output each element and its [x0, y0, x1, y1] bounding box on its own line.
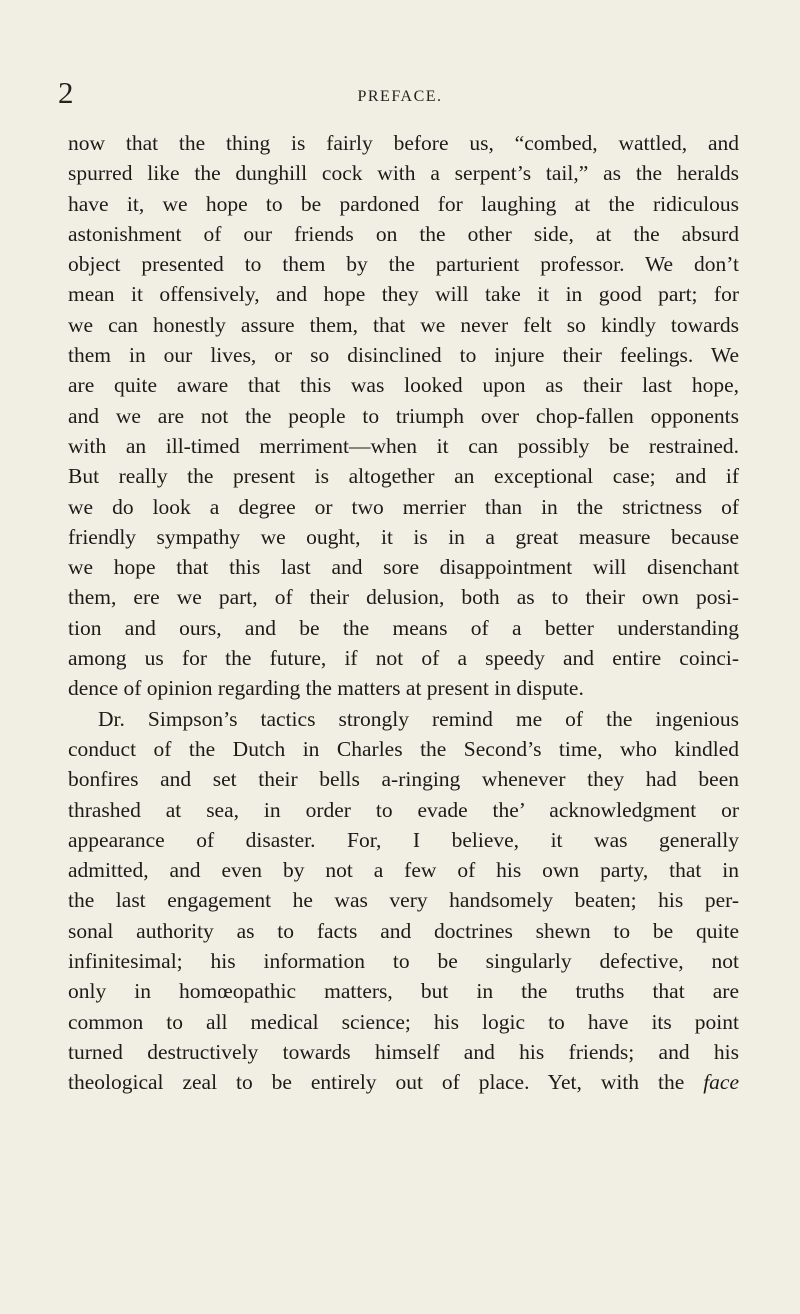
- text-line: the last engagement he was very handsomely beaten; his per-: [68, 888, 739, 913]
- text-line: dence of opinion regarding the matters at present in dispute.: [68, 676, 584, 701]
- text-line: conduct of the Dutch in Charles the Second’s time, who kindled: [68, 736, 739, 761]
- running-head: [0, 75, 800, 110]
- text-line: only in homœopathic matters, but in the truths that are: [68, 979, 739, 1004]
- paragraph-1: [68, 128, 739, 704]
- text-line: object presented to them by the parturient professor. We don’t: [68, 252, 739, 277]
- text-line: common to all medical science; his logic to have its point: [68, 1009, 739, 1034]
- text-line: have it, we hope to be pardoned for laughing at the ridiculous: [68, 191, 739, 216]
- body-text: [68, 128, 739, 1098]
- text-line: we do look a degree or two merrier than in the strictness of: [68, 494, 739, 519]
- text-line: tion and ours, and be the means of a better understanding: [68, 615, 739, 640]
- text-line: bonfires and set their bells a-ringing whenever they had been: [68, 767, 739, 792]
- text-line: infinitesimal; his information to be singularly defective, not: [68, 949, 739, 974]
- text-line: mean it offensively, and hope they will take it in good part; for: [68, 282, 739, 307]
- text-line: them in our lives, or so disinclined to injure their feelings. We: [68, 343, 739, 368]
- text-line: turned destructively towards himself and his friends; and his: [68, 1039, 739, 1064]
- text-line: among us for the future, if not of a speedy and entire coinci-: [68, 646, 739, 671]
- text-line: spurred like the dunghill cock with a serpent’s tail,” as the heralds: [68, 161, 739, 186]
- text-line: them, ere we part, of their delusion, both as to their own posi-: [68, 585, 739, 610]
- paragraph-2: [68, 704, 739, 1098]
- page-number: 2: [58, 75, 74, 110]
- text-line: But really the present is altogether an exceptional case; and if: [68, 464, 739, 489]
- text-line-final: [68, 1067, 739, 1097]
- running-title: PREFACE.: [357, 88, 443, 105]
- text-line: sonal authority as to facts and doctrines shewn to be quite: [68, 918, 739, 943]
- text-line-final-body: theological zeal to be entirely out of place. Yet, with the: [68, 1070, 685, 1095]
- text-line: appearance of disaster. For, I believe, it was generally: [68, 827, 739, 852]
- text-line: admitted, and even by not a few of his own party, that in: [68, 858, 739, 883]
- text-line: Dr. Simpson’s tactics strongly remind me of the ingenious: [98, 706, 739, 731]
- text-line: we can honestly assure them, that we never felt so kindly towards: [68, 312, 739, 337]
- catchword: face: [703, 1070, 739, 1095]
- text-line: we hope that this last and sore disappointment will disenchant: [68, 555, 739, 580]
- text-line: thrashed at sea, in order to evade the’ acknowledgment or: [68, 797, 739, 822]
- text-line: and we are not the people to triumph over chop-fallen opponents: [68, 403, 739, 428]
- text-line: now that the thing is fairly before us, “combed, wattled, and: [68, 131, 739, 155]
- text-line: friendly sympathy we ought, it is in a great measure because: [68, 524, 739, 549]
- text-line: with an ill-timed merriment—when it can possibly be restrained.: [68, 433, 739, 458]
- text-line: are quite aware that this was looked upon as their last hope,: [68, 373, 739, 398]
- text-line: astonishment of our friends on the other side, at the absurd: [68, 221, 739, 246]
